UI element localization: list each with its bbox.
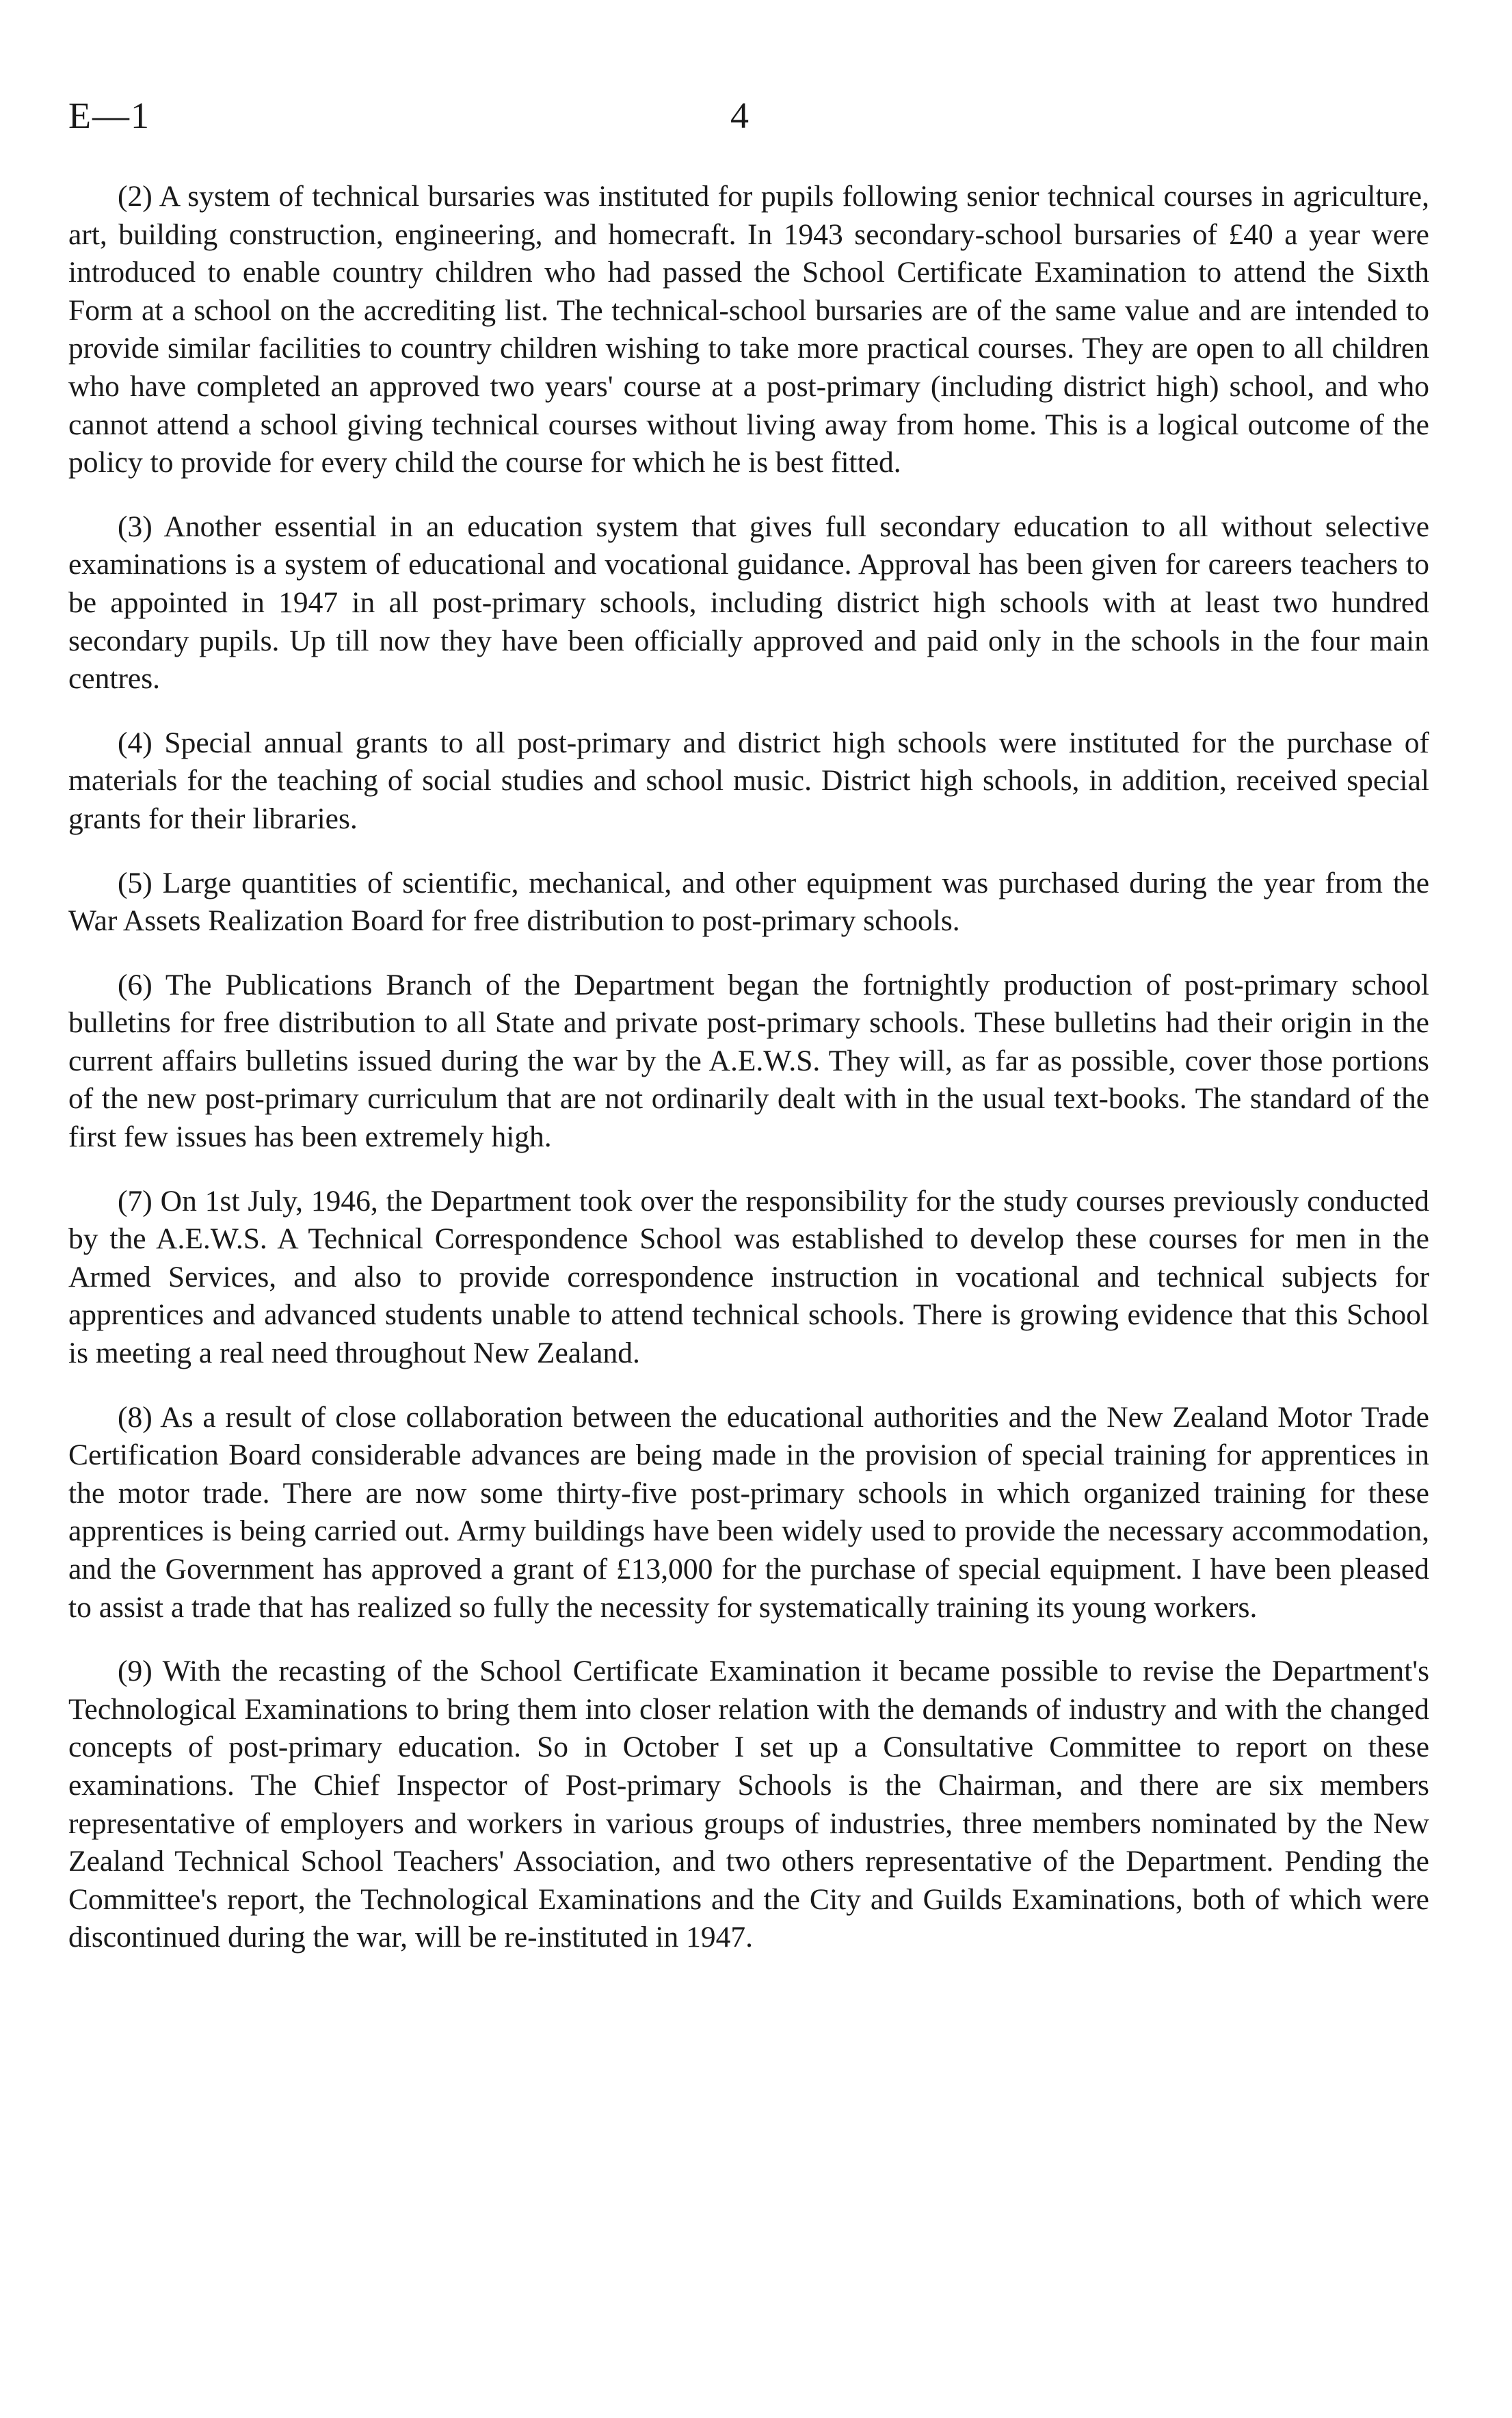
paragraph-3: (3) Another essential in an education system that gives full secondary education to all without selective examinations is a system of educational and vocational guidance. Approval has been given for careers teachers to be appointed in 1947 in all post-primary schools, including district high schools with at least two hundred secondary pupils. Up till now they have been officially approved and paid only in the schools in the four main centres. — [68, 510, 1429, 696]
page-header — [68, 94, 1444, 149]
paragraph-2: (2) A system of technical bursaries was instituted for pupils following senior technical courses in agriculture, art, building construction, engineering, and homecraft. In 1943 secondary-school bursaries of £40 a year were introduced to enable country children who had passed the School Certificate Examination to attend the Sixth Form at a school on the accrediting list. The technical-school bursaries are of the same value and are intended to provide similar facilities to country children wishing to take more practical courses. They are open to all children who have completed an approved two years' course at a post-primary (including district high) school, and who cannot attend a school giving technical courses without living away from home. This is a logical outcome of the policy to provide for every child the course for which he is best fitted. — [68, 180, 1429, 479]
paragraph-6: (6) The Publications Branch of the Department began the fortnightly production of post-primary school bulletins for free distribution to all State and private post-primary schools. These bulletins had their origin in the current affairs bulletins issued during the war by the A.E.W.S. They will, as far as possible, cover those portions of the new post-primary curriculum that are not ordinarily dealt with in the usual text-books. The standard of the first few issues has been extremely high. — [68, 968, 1429, 1154]
page-number: 4 — [730, 95, 749, 136]
paragraph-5: (5) Large quantities of scientific, mechanical, and other equipment was purchased during the year from the War Assets Realization Board for free distribution to post-primary schools. — [68, 866, 1429, 938]
document-reference: E—1 — [68, 95, 150, 136]
paragraph-9: (9) With the recasting of the School Certificate Examination it became possible to revise the Department's Technological Examinations to bring them into closer relation with the demands of industry and with the changed concepts of post-primary education. So in October I set up a Consultative Committee to report on these examinations. The Chief Inspector of Post-primary Schools is the Chairman, and there are six members representative of employers and workers in various groups of industries, three members nominated by the New Zealand Technical School Teachers' Association, and two others representative of the Department. Pending the Committee's report, the Technological Examinations and the City and Guilds Examinations, both of which were discontinued during the war, will be re-instituted in 1947. — [68, 1655, 1429, 1954]
report-body — [68, 178, 1429, 1983]
paragraph-4: (4) Special annual grants to all post-primary and district high schools were instituted for the purchase of materials for the teaching of social studies and school music. District high schools, in addition, received special grants for their libraries. — [68, 726, 1429, 835]
paragraph-7: (7) On 1st July, 1946, the Department took over the responsibility for the study courses previously conducted by the A.E.W.S. A Technical Correspondence School was established to develop these courses for men in the Armed Services, and also to provide correspondence instruction in vocational and technical subjects for apprentices and advanced students unable to attend technical schools. There is growing evidence that this School is meeting a real need throughout New Zealand. — [68, 1184, 1429, 1370]
paragraph-8: (8) As a result of close collaboration between the educational authorities and the New Zealand Motor Trade Certification Board considerable advances are being made in the provision of special training for apprentices in the motor trade. There are now some thirty-five post-primary schools in which organized training for these apprentices is being carried out. Army buildings have been widely used to provide the necessary accommodation, and the Government has approved a grant of £13,000 for the purchase of special equipment. I have been pleased to assist a trade that has realized so fully the necessity for systematically training its young workers. — [68, 1400, 1429, 1624]
